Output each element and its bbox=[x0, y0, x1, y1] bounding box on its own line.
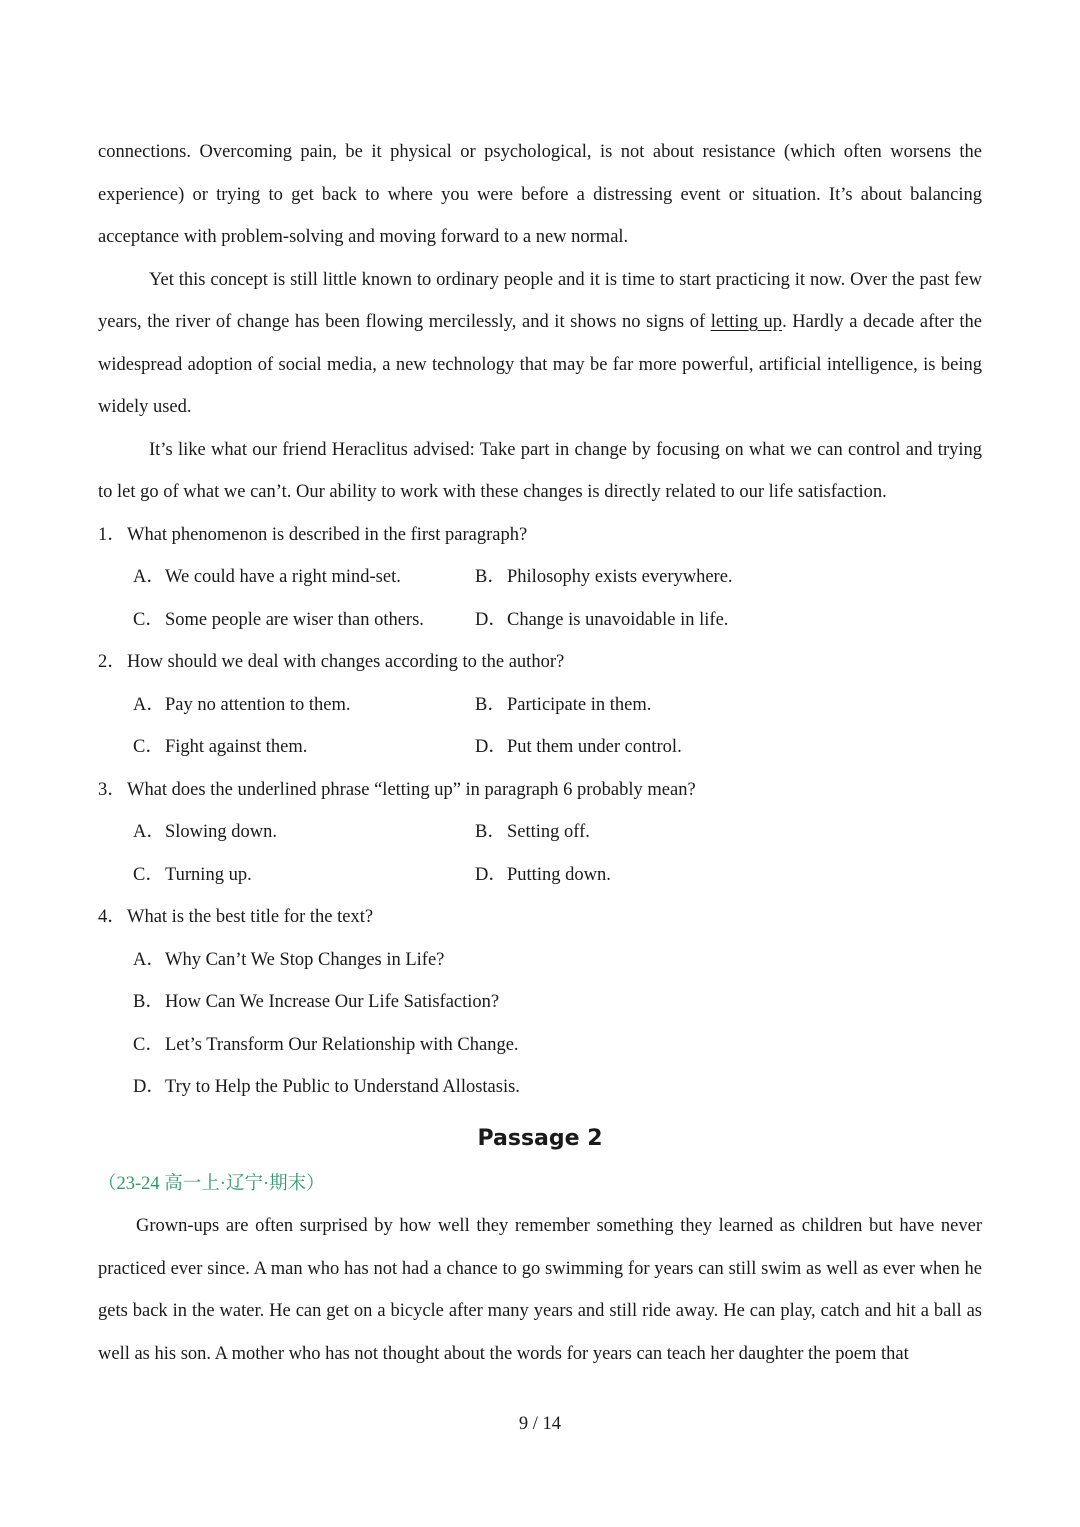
option-letter: D． bbox=[475, 609, 507, 630]
options-list bbox=[98, 939, 982, 1109]
option-c[interactable] bbox=[133, 599, 475, 642]
option-d[interactable] bbox=[133, 1066, 933, 1109]
option-text: How Can We Increase Our Life Satisfaction? bbox=[165, 992, 500, 1012]
option-a[interactable] bbox=[133, 939, 933, 982]
question-stem bbox=[98, 514, 982, 557]
question-stem bbox=[98, 641, 982, 684]
paragraph-2-start: Yet this concept is still little known to ordinary people and it is time to start practicing it now. Over the past few years, the river of change has been flowing mercilessly, and it shows no signs of bbox=[98, 269, 982, 332]
option-text: Change is unavoidable in life. bbox=[507, 609, 729, 630]
question-1 bbox=[98, 514, 982, 642]
question-text: What phenomenon is described in the first paragraph? bbox=[127, 524, 528, 545]
question-2 bbox=[98, 641, 982, 769]
option-d[interactable] bbox=[475, 726, 875, 769]
option-letter: B． bbox=[475, 822, 506, 842]
paragraph-1: connections. Overcoming pain, be it physical or psychological, is not about resistance (which often worsens the experience) or trying to get back to where you were before a distressing event or situation. It’s about balancing acceptance with problem-solving and moving forward to a new normal. bbox=[98, 142, 982, 247]
question-number: 3． bbox=[98, 779, 126, 800]
page-content bbox=[98, 131, 982, 1375]
option-text: Participate in them. bbox=[507, 694, 652, 715]
question-text: What is the best title for the text? bbox=[127, 907, 374, 927]
option-c[interactable] bbox=[133, 726, 475, 769]
passage-2-title: Passage 2 bbox=[477, 1125, 603, 1151]
option-letter: D． bbox=[133, 1077, 165, 1097]
option-text: Putting down. bbox=[507, 864, 611, 885]
option-letter: C． bbox=[133, 609, 164, 630]
option-letter: B． bbox=[133, 992, 164, 1012]
option-letter: B． bbox=[475, 567, 506, 587]
option-letter: D． bbox=[475, 737, 507, 757]
option-text: Some people are wiser than others. bbox=[165, 609, 424, 630]
option-b[interactable] bbox=[133, 981, 933, 1024]
question-3 bbox=[98, 769, 982, 897]
question-text: How should we deal with changes according to the author? bbox=[127, 652, 565, 672]
option-c[interactable] bbox=[133, 1024, 933, 1067]
paragraph-3: It’s like what our friend Heraclitus advised: Take part in change by focusing on what we can control and trying to let go of what we can’t. Our ability to work with these changes is directly related to our life satisfaction. bbox=[98, 439, 982, 502]
option-d[interactable] bbox=[475, 599, 875, 642]
option-text: We could have a right mind-set. bbox=[165, 567, 401, 587]
paragraph-2-end: . Hardly a decade after the widespread adoption of social media, a new technology that may be far more powerful, artificial intelligence, is being widely used. bbox=[98, 312, 983, 417]
question-stem bbox=[98, 769, 982, 812]
option-text: Let’s Transform Our Relationship with Change. bbox=[165, 1034, 519, 1055]
option-text: Why Can’t We Stop Changes in Life? bbox=[165, 949, 445, 970]
option-text: Fight against them. bbox=[165, 737, 308, 757]
option-text: Try to Help the Public to Understand Allostasis. bbox=[165, 1077, 520, 1097]
passage-2-paragraph-1: Grown-ups are often surprised by how well they remember something they learned as children but have never practiced ever since. A man who has not had a chance to go swimming for years can still swim as well as ever when he gets back in the water. He can get on a bicycle after many years and still ride away. He can play, catch and hit a ball as well as his son. A mother who has not thought about the words for years can teach her daughter the poem that bbox=[98, 1216, 982, 1364]
option-text: Pay no attention to them. bbox=[165, 694, 351, 715]
option-letter: C． bbox=[133, 1034, 164, 1055]
underlined-phrase: letting up bbox=[710, 312, 783, 332]
option-letter: C． bbox=[133, 737, 164, 757]
question-number: 2． bbox=[98, 652, 126, 672]
option-letter: A． bbox=[133, 822, 165, 842]
options-grid bbox=[98, 556, 982, 641]
option-letter: A． bbox=[133, 567, 165, 587]
options-grid bbox=[98, 811, 982, 896]
option-b[interactable] bbox=[475, 684, 875, 727]
question-number: 1． bbox=[98, 524, 126, 545]
option-letter: B． bbox=[475, 694, 506, 715]
option-a[interactable] bbox=[133, 684, 475, 727]
question-stem bbox=[98, 896, 982, 939]
option-text: Turning up. bbox=[165, 864, 252, 885]
option-a[interactable] bbox=[133, 556, 475, 599]
option-text: Setting off. bbox=[507, 822, 590, 842]
option-b[interactable] bbox=[475, 811, 875, 854]
question-text: What does the underlined phrase “letting up” in paragraph 6 probably mean? bbox=[127, 779, 696, 800]
question-4 bbox=[98, 896, 982, 1109]
option-c[interactable] bbox=[133, 854, 475, 897]
source-label: （23-24 高一上·辽宁·期末） bbox=[98, 1173, 325, 1194]
page-number: 9 / 14 bbox=[518, 1414, 562, 1434]
option-d[interactable] bbox=[475, 854, 875, 897]
option-text: Philosophy exists everywhere. bbox=[507, 567, 733, 587]
paragraph-2 bbox=[98, 259, 982, 429]
option-text: Put them under control. bbox=[507, 737, 682, 757]
option-letter: D． bbox=[475, 864, 507, 885]
option-letter: A． bbox=[133, 949, 165, 970]
question-number: 4． bbox=[98, 907, 126, 927]
options-grid bbox=[98, 684, 982, 769]
option-a[interactable] bbox=[133, 811, 475, 854]
option-text: Slowing down. bbox=[165, 822, 278, 842]
option-b[interactable] bbox=[475, 556, 875, 599]
option-letter: A． bbox=[133, 694, 165, 715]
option-letter: C． bbox=[133, 864, 164, 885]
